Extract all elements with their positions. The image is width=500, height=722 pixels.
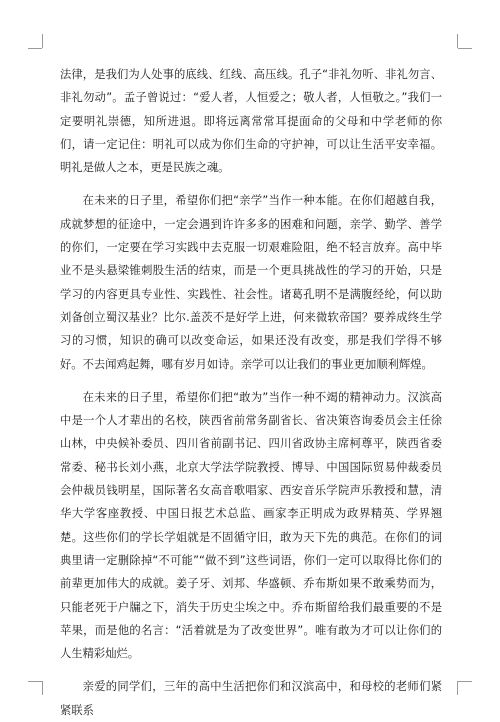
paragraph-spacing bbox=[60, 376, 442, 386]
crop-mark-bottom-left bbox=[28, 681, 42, 682]
crop-mark-bottom-right bbox=[457, 681, 458, 695]
paragraph: 亲爱的同学们，三年的高中生活把你们和汉滨高中，和母校的老师们紧紧联系 bbox=[60, 680, 442, 717]
crop-mark-bottom-left bbox=[42, 681, 43, 695]
paragraph-spacing bbox=[60, 179, 442, 189]
crop-mark-top-left bbox=[28, 48, 42, 49]
crop-mark-top-right bbox=[458, 48, 472, 49]
paragraph: 在未来的日子里，希望你们把“亲学”当作一种本能。在你们超越自我，成就梦想的征途中，一定会遇到许许多多的困难和问题，亲学、勤学、善学的你们，一定要在学习实践中去克服一切艰难险阻，绝不轻言放弃。高中毕业不是头悬梁锥刺股生活的结束，而是一个更具挑战性的学习的开始，只是学习的内容更具专业性、实践性、社会性。诸葛孔明不是满腹经纶，何以助刘备创立蜀汉基业？比尔.盖茨不是好学上进，何来微软帝国？要养成终生学习的习惯，知识的确可以改变命运，如果还没有改变，那是我们学得不够好。不去闻鸡起舞，哪有岁月如诗。亲学可以让我们的事业更加顺利辉煌。 bbox=[60, 194, 442, 371]
paragraph: 法律，是我们为人处事的底线、红线、高压线。孔子“非礼勿听、非礼勿言、非礼勿动”。孟子曾说过：“爱人者，人恒爱之；敬人者，人恒敬之。”我们一定要明礼崇德，知所进退。即将远离常常耳提面命的父母和中学老师的你们，请一定记住：明礼可以成为你们生命的守护神，可以让生活平安幸福。明礼是做人之本，更是民族之魂。 bbox=[60, 68, 442, 175]
paragraph-spacing bbox=[60, 665, 442, 675]
crop-mark-top-right bbox=[457, 34, 458, 48]
document-body bbox=[60, 63, 442, 722]
paragraph: 在未来的日子里，希望你们把“敢为”当作一种不竭的精神动力。汉滨高中是一个人才辈出的名校，陕西省前常务副省长、省决策咨询委员会主任徐山林，中央候补委员、四川省前副书记、四川省政协主席柯尊平，陕西省委常委、秘书长刘小燕，北京大学法学院教授、博导、中国国际贸易仲裁委员会仲裁员钱明星，国际著名女高音歌唱家、西安音乐学院声乐教授和慧，清华大学客座教授、中国日报艺术总监、画家李正明成为政界精英、学界翘楚。这些你们的学长学姐就是不固循守旧，敢为天下先的典范。在你们的词典里请一定删除掉“不可能”“做不到”这些词语，你们一定可以取得比你们的前辈更加伟大的成就。姜子牙、刘邦、华盛顿、乔布斯如果不敢乘势而为，只能老死于户牖之下，消失于历史尘埃之中。乔布斯留给我们最重要的不是苹果，而是他的名言：“活着就是为了改变世界”。唯有敢为才可以让你们的人生精彩灿烂。 bbox=[60, 390, 442, 661]
crop-mark-bottom-right bbox=[458, 681, 472, 682]
crop-mark-top-left bbox=[42, 34, 43, 48]
